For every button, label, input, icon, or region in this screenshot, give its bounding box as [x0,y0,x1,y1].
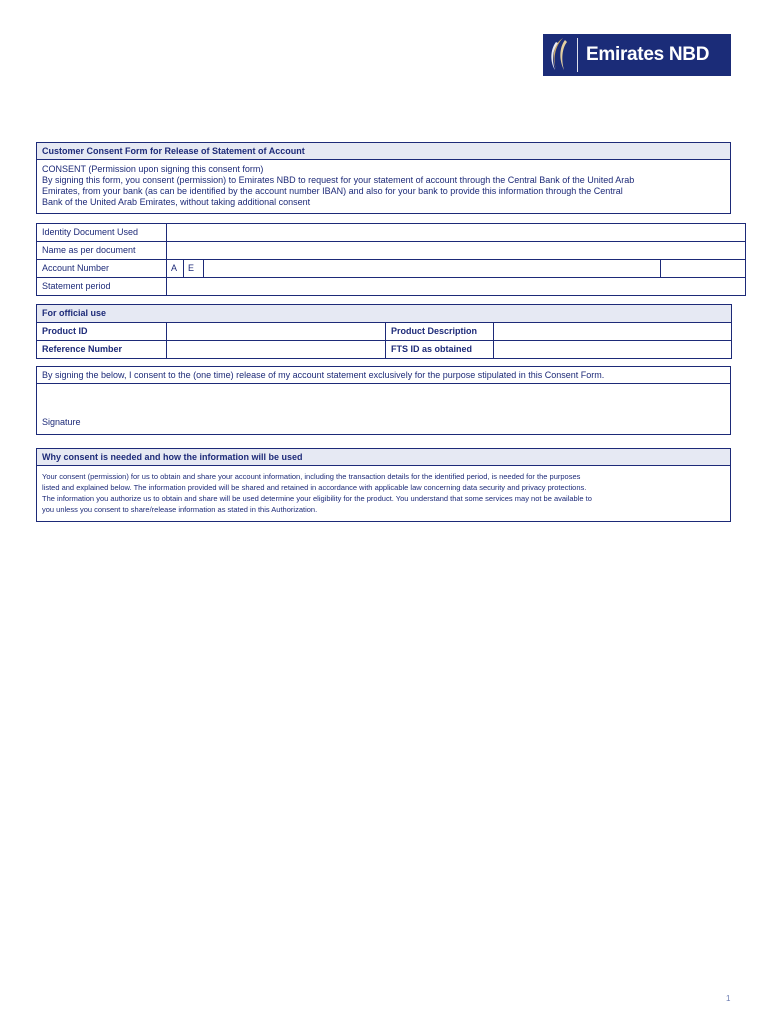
customer-details-section [36,223,731,294]
customer-details-table [36,223,746,296]
usage-line: listed and explained below. The information provided will be shared and retained in accordance with applicable law concerning data security and privacy protections. [42,483,587,492]
account-number-label: Account Number [37,260,167,278]
table-row [37,323,732,341]
consent-line: Bank of the United Arab Emirates, without taking additional consent [42,197,311,207]
table-row [37,242,746,260]
table-row [37,305,732,323]
signature-section [36,366,731,435]
usage-section [36,448,731,522]
table-row [37,260,746,278]
usage-title: Why consent is needed and how the information will be used [37,449,730,466]
usage-body [37,466,730,519]
signature-label: Signature [42,417,81,427]
official-use-table [36,304,732,359]
usage-line: you unless you consent to share/release information as stated in this Authorization. [42,505,318,514]
page-number: 1 [726,994,731,1003]
usage-line: Your consent (permission) for us to obtain and share your account information, including the transaction details for the identified period, is needed for the purposes [42,472,581,481]
name-label: Name as per document [37,242,167,260]
fts-id-field[interactable] [494,341,732,359]
consent-line: CONSENT (Permission upon signing this consent form) [42,164,264,174]
consent-line: By signing this form, you consent (permission) to Emirates NBD to request for your statement of account through the Central Bank of the United Arab [42,175,635,185]
official-use-section [36,304,731,356]
consent-title: Customer Consent Form for Release of Statement of Account [37,143,730,160]
statement-period-label: Statement period [37,278,167,296]
identity-document-label: Identity Document Used [37,224,167,242]
account-number-field-end[interactable] [661,260,746,278]
statement-period-field[interactable] [167,278,746,296]
emirates-nbd-logo [543,34,731,76]
identity-document-field[interactable] [167,224,746,242]
reference-number-field[interactable] [167,341,386,359]
official-use-title: For official use [37,305,732,323]
brand-mark-icon [543,34,577,76]
account-number-field[interactable] [204,260,661,278]
logo-divider [577,38,578,72]
table-row [37,278,746,296]
product-description-field[interactable] [494,323,732,341]
consent-body [37,160,730,212]
signature-field[interactable] [37,384,730,434]
account-prefix-e: E [184,260,204,278]
product-id-label: Product ID [37,323,167,341]
product-id-field[interactable] [167,323,386,341]
consent-line: Emirates, from your bank (as can be identified by the account number IBAN) and also for your bank to provide this information through the Central [42,186,623,196]
brand-name: Emirates NBD [586,44,710,65]
product-description-label: Product Description [386,323,494,341]
usage-line: The information you authorize us to obtain and share will be used determine your eligibility for the product. You understand that some services may not be available to [42,494,592,503]
table-row [37,341,732,359]
name-field[interactable] [167,242,746,260]
signature-statement: By signing the below, I consent to the (one time) release of my account statement exclusively for the purpose stipulated in this Consent Form. [37,367,730,384]
account-prefix-a: A [167,260,184,278]
fts-id-label: FTS ID as obtained [386,341,494,359]
reference-number-label: Reference Number [37,341,167,359]
table-row [37,224,746,242]
consent-section [36,142,731,214]
